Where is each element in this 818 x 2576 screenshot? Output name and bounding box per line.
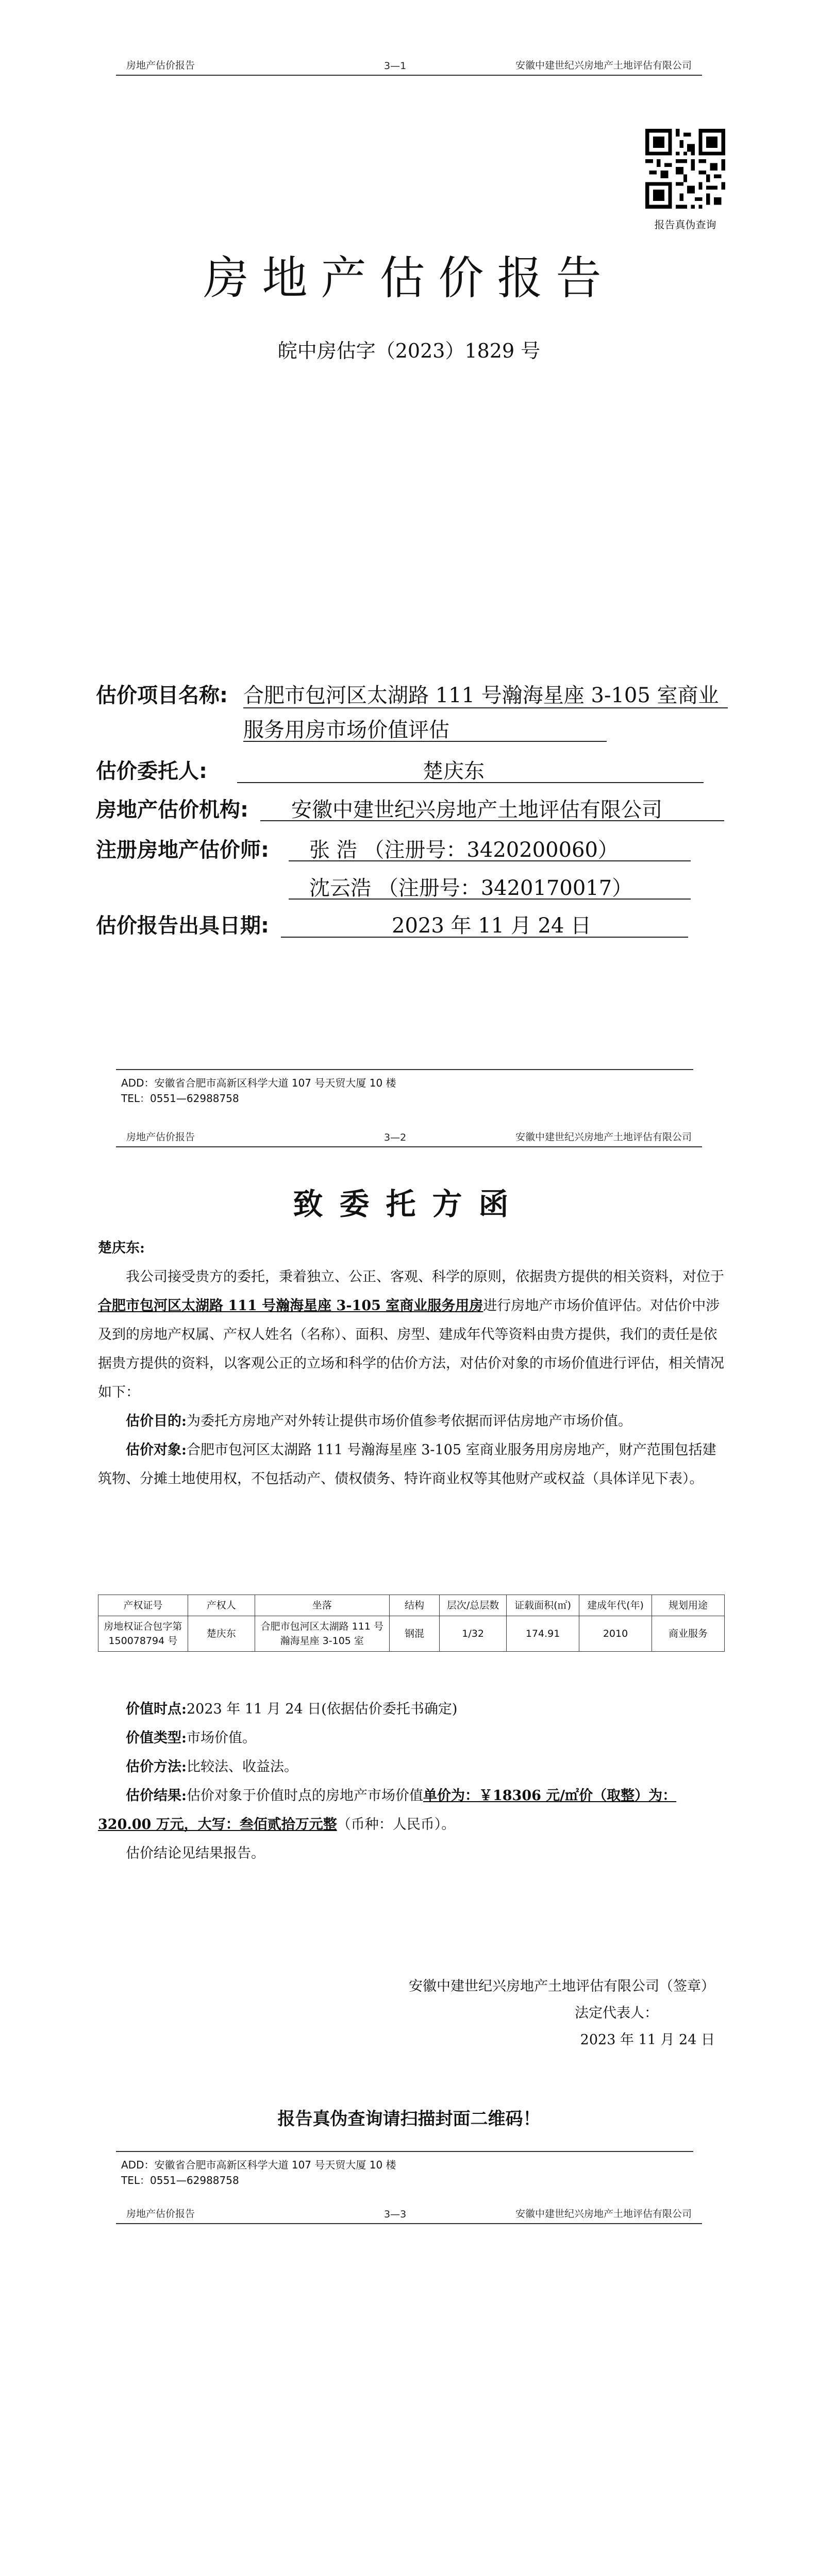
authenticity-notice: 报告真伪查询请扫描封面二维码！ — [277, 2109, 541, 2129]
header-page-number: 3—3 — [384, 2209, 407, 2220]
doc-number: 皖中房估字（2023）1829 号 — [277, 340, 541, 362]
object-label: 估价对象: — [126, 1442, 187, 1458]
field-value-date: 2023 年 11 月 24 日 — [392, 914, 592, 938]
header-company: 安徽中建世纪兴房地产土地评估有限公司 — [515, 60, 692, 71]
field-label-project: 估价项目名称: — [96, 684, 228, 707]
result-currency: （币种：人民币）。 — [337, 1817, 456, 1833]
header-page-number: 3—2 — [384, 1132, 407, 1143]
field-value-client: 楚庆东 — [423, 759, 485, 783]
letter-body — [98, 1234, 727, 1494]
footer-address: ADD：安徽省合肥市高新区科学大道 107 号天贸大厦 10 楼 — [121, 1077, 396, 1089]
col-header: 产权证号 — [98, 1595, 188, 1616]
table-cell: 商业服务 — [652, 1616, 724, 1652]
value-date-text: 2023 年 11 月 24 日(依据估价委托书确定) — [186, 1701, 458, 1717]
salutation: 楚庆东: — [98, 1240, 145, 1256]
intro-paragraph — [98, 1263, 727, 1407]
header-company: 安徽中建世纪兴房地产土地评估有限公司 — [515, 2208, 692, 2219]
table-cell: 2010 — [579, 1616, 652, 1652]
page-header — [116, 1126, 702, 1147]
field-value-agency: 安徽中建世纪兴房地产土地评估有限公司 — [291, 798, 662, 822]
table-cell: 1/32 — [440, 1616, 507, 1652]
method-text: 比较法、收益法。 — [186, 1759, 298, 1775]
field-value-project: 合肥市包河区太湖路 111 号瀚海星座 3-105 室商业 — [243, 684, 719, 707]
header-left: 房地产估价报告 — [126, 60, 195, 71]
underline — [281, 937, 688, 938]
signature-block — [409, 1973, 715, 2054]
result-text-a: 估价对象于价值时点的房地产市场价值 — [186, 1788, 423, 1804]
page-footer — [116, 1069, 693, 1106]
table-cell: 174.91 — [507, 1616, 579, 1652]
qr-caption: 报告真伪查询 — [654, 218, 716, 231]
header-page-number: 3—1 — [384, 60, 407, 72]
underline — [289, 899, 691, 900]
table-cell: 钢混 — [389, 1616, 439, 1652]
col-header: 规划用途 — [652, 1595, 724, 1616]
table-header-row — [98, 1595, 725, 1616]
field-value-appraiser-1: 张 浩 （注册号：3420200060） — [309, 838, 619, 862]
header-left: 房地产估价报告 — [126, 2208, 195, 2219]
letter-details — [98, 1695, 727, 1868]
qr-code-icon[interactable] — [645, 129, 725, 209]
table-cell: 合肥市包河区太湖路 111 号瀚海星座 3-105 室 — [255, 1616, 389, 1652]
result-label: 估价结果: — [126, 1788, 187, 1804]
result-line — [98, 1782, 727, 1839]
purpose-label: 估价目的: — [126, 1413, 187, 1429]
report-title: 房地产估价报告 — [203, 251, 615, 304]
object-paragraph — [98, 1436, 727, 1494]
table-cell: 楚庆东 — [188, 1616, 255, 1652]
header-company: 安徽中建世纪兴房地产土地评估有限公司 — [515, 1131, 692, 1143]
col-header: 产权人 — [188, 1595, 255, 1616]
value-type-label: 价值类型: — [126, 1730, 187, 1746]
footer-tel: TEL：0551—62988758 — [121, 2174, 239, 2187]
underline — [260, 820, 724, 821]
table-cell: 房地权证合包字第 150078794 号 — [98, 1616, 188, 1652]
sign-date: 2023 年 11 月 24 日 — [580, 2032, 715, 2048]
sign-company: 安徽中建世纪兴房地产土地评估有限公司（签章） — [409, 1978, 715, 1994]
value-type-text: 市场价值。 — [186, 1730, 256, 1746]
field-value-appraiser-2: 沈云浩 （注册号：3420170017） — [309, 876, 633, 900]
footer-address: ADD：安徽省合肥市高新区科学大道 107 号天贸大厦 10 楼 — [121, 2159, 396, 2171]
value-date-label: 价值时点: — [126, 1701, 187, 1717]
field-label-client: 估价委托人: — [96, 759, 207, 783]
header-left: 房地产估价报告 — [126, 1131, 195, 1143]
intro-property-address: 合肥市包河区太湖路 111 号瀚海星座 3-105 室商业服务用房 — [98, 1298, 483, 1314]
field-label-date: 估价报告出具日期: — [96, 914, 269, 938]
value-type-line — [98, 1724, 727, 1753]
intro-text-a: 我公司接受贵方的委托，秉着独立、公正、客观、科学的原则，依据贵方提供的相关资料，对位于 — [126, 1269, 724, 1285]
table-row — [98, 1616, 725, 1652]
page-header — [116, 2202, 702, 2224]
field-value-project-line2: 服务用房市场价值评估 — [243, 718, 449, 742]
sign-representative: 法定代表人： — [575, 2005, 658, 2021]
footer-tel: TEL：0551—62988758 — [121, 1092, 239, 1105]
field-label-agency: 房地产估价机构: — [96, 798, 248, 822]
col-header: 坐落 — [255, 1595, 389, 1616]
intro-text-c: 进行房地产市场价值评估。对估价中涉及到的房地产权属、产权人姓名（名称）、面积、房型、建成年代等资料由贵方提供，我们的责任是依据贵方提供的资料，以客观公正的立场和科学的估价方法，对估价对象的市场价值进行评估，相关情况如下： — [98, 1298, 724, 1400]
col-header: 层次/总层数 — [440, 1595, 507, 1616]
method-label: 估价方法: — [126, 1759, 187, 1775]
page-footer — [116, 2151, 693, 2188]
result-conclusion: 估价结论见结果报告。 — [126, 1845, 265, 1861]
underline — [289, 860, 691, 861]
object-text: 合肥市包河区太湖路 111 号瀚海星座 3-105 室商业服务用房房地产，财产范围包括建筑物、分摊土地使用权，不包括动产、债权债务、特许商业权等其他财产或权益（具体详见下表）。 — [98, 1442, 716, 1487]
col-header: 结构 — [389, 1595, 439, 1616]
underline — [237, 782, 704, 783]
purpose-text: 为委托方房地产对外转让提供市场价值参考依据而评估房地产市场价值。 — [186, 1413, 632, 1429]
underline — [243, 741, 607, 742]
underline — [243, 707, 728, 708]
method-line — [98, 1753, 727, 1782]
result-price: 单价为：￥18306 元/㎡价（取整）为：320.00 万元，大写：叁佰贰拾万元整 — [98, 1788, 677, 1833]
col-header: 建成年代(年) — [579, 1595, 652, 1616]
property-table — [98, 1595, 725, 1652]
value-date-line — [98, 1695, 727, 1724]
page-header — [116, 54, 702, 76]
purpose-paragraph — [98, 1407, 727, 1436]
field-label-appraiser: 注册房地产估价师: — [96, 838, 269, 862]
col-header: 证载面积(㎡) — [507, 1595, 579, 1616]
letter-title: 致委托方函 — [293, 1187, 525, 1222]
